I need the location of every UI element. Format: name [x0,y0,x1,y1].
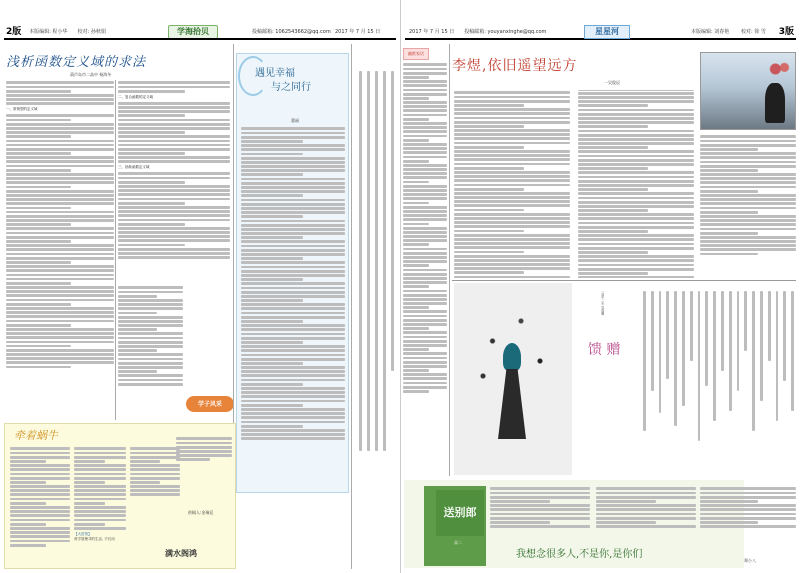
letter-body-3 [700,486,796,542]
right-date: 2017 年 7 月 15 日 [409,29,455,36]
row-divider [452,280,796,281]
gift-author: 一高中二年 吴雨璐 [600,290,605,315]
girl-illustration [454,283,572,475]
dress-icon [498,369,526,439]
figure-silhouette-icon [765,83,785,123]
math-article-byline: 葫芦岛市二高中 杨海冬 [70,72,112,77]
column-divider [449,44,450,476]
blossom-icon [765,61,791,77]
letter-body-2 [596,486,696,542]
math-column-2 [118,80,230,280]
math-section-1: 一、常规型的定义域 [6,107,38,112]
math-column-3 [118,285,183,415]
right-proof: 校对: 徐 雪 [741,29,766,36]
snail-teacher-note: 【大语馆】 [74,531,92,536]
ink-painting-photo [700,52,796,130]
miss-you-title: 我想念很多人,不是你,是你们 [516,549,643,560]
letter-title: 送别郎 [436,490,484,536]
math-section-2: 二、复合函数的定义域 [118,94,153,99]
poem-author: 一吴俊辰 [604,80,620,85]
left-header-rule [4,38,396,40]
snail-quote [176,436,232,496]
letter-sub: 高二 [454,540,462,545]
snail-author: 供稿人:金瑞廷 [188,510,214,515]
left-date: 2017 年 7 月 15 日 [335,29,381,36]
meet-body [241,126,345,486]
column-divider [351,44,352,569]
snail-column-3 [130,446,180,516]
left-proof: 校对: 孙秋娟 [77,29,106,36]
humor-badge: 幽默家话 [403,48,429,60]
meet-title-line-1: 遇见幸福 [255,68,295,79]
humor-column [403,62,447,474]
meet-title-line-2: 与之同行 [271,82,311,93]
right-page-number: 3版 [778,27,794,38]
poem-right-column [700,134,796,284]
math-section-3: 三、抽象函数定义域 [118,165,150,170]
brand-tag: 满水阁鸿 [165,549,197,558]
right-editor: 本版编辑: 刘春艳 [691,29,730,36]
painting-calligraphy [704,57,744,127]
girl-figure-icon [498,343,526,443]
poem-body [454,90,694,278]
gift-title: 馈 赠 [588,342,621,358]
snail-article-title: 牵着蜗牛 [14,429,58,442]
left-email: 投稿邮箱: 1062543662@qq.com [252,29,331,36]
meet-author: 董丽 [291,118,299,123]
section-tab-star-river: 星星河 [584,25,630,39]
miss-you-author: 郑小八 [744,558,756,563]
left-page-number: 2版 [6,27,22,38]
snail-column-2 [74,446,126,564]
letter-body-1 [490,486,590,542]
meet-happiness-title [255,67,340,95]
poem-title: 李煜,依旧遥望远方 [452,58,578,74]
sidebar-vertical-text [355,60,397,490]
left-editor: 本版编辑: 程小华 [29,29,68,36]
math-article-title: 浅析函数定义域的求法 [6,55,147,70]
math-column-1 [6,80,114,420]
student-style-pill: 学子风采 [186,396,234,412]
right-email: 投稿邮箱: youyanxinghe@qq.com [464,29,547,36]
snail-caption: 育学管理寻的生活, 不仅用 [74,537,115,541]
hair-icon [503,343,521,371]
snail-column-1 [10,446,70,564]
section-tab-study: 学海拾贝 [168,25,218,39]
gift-body [624,290,794,475]
column-divider [115,80,116,420]
